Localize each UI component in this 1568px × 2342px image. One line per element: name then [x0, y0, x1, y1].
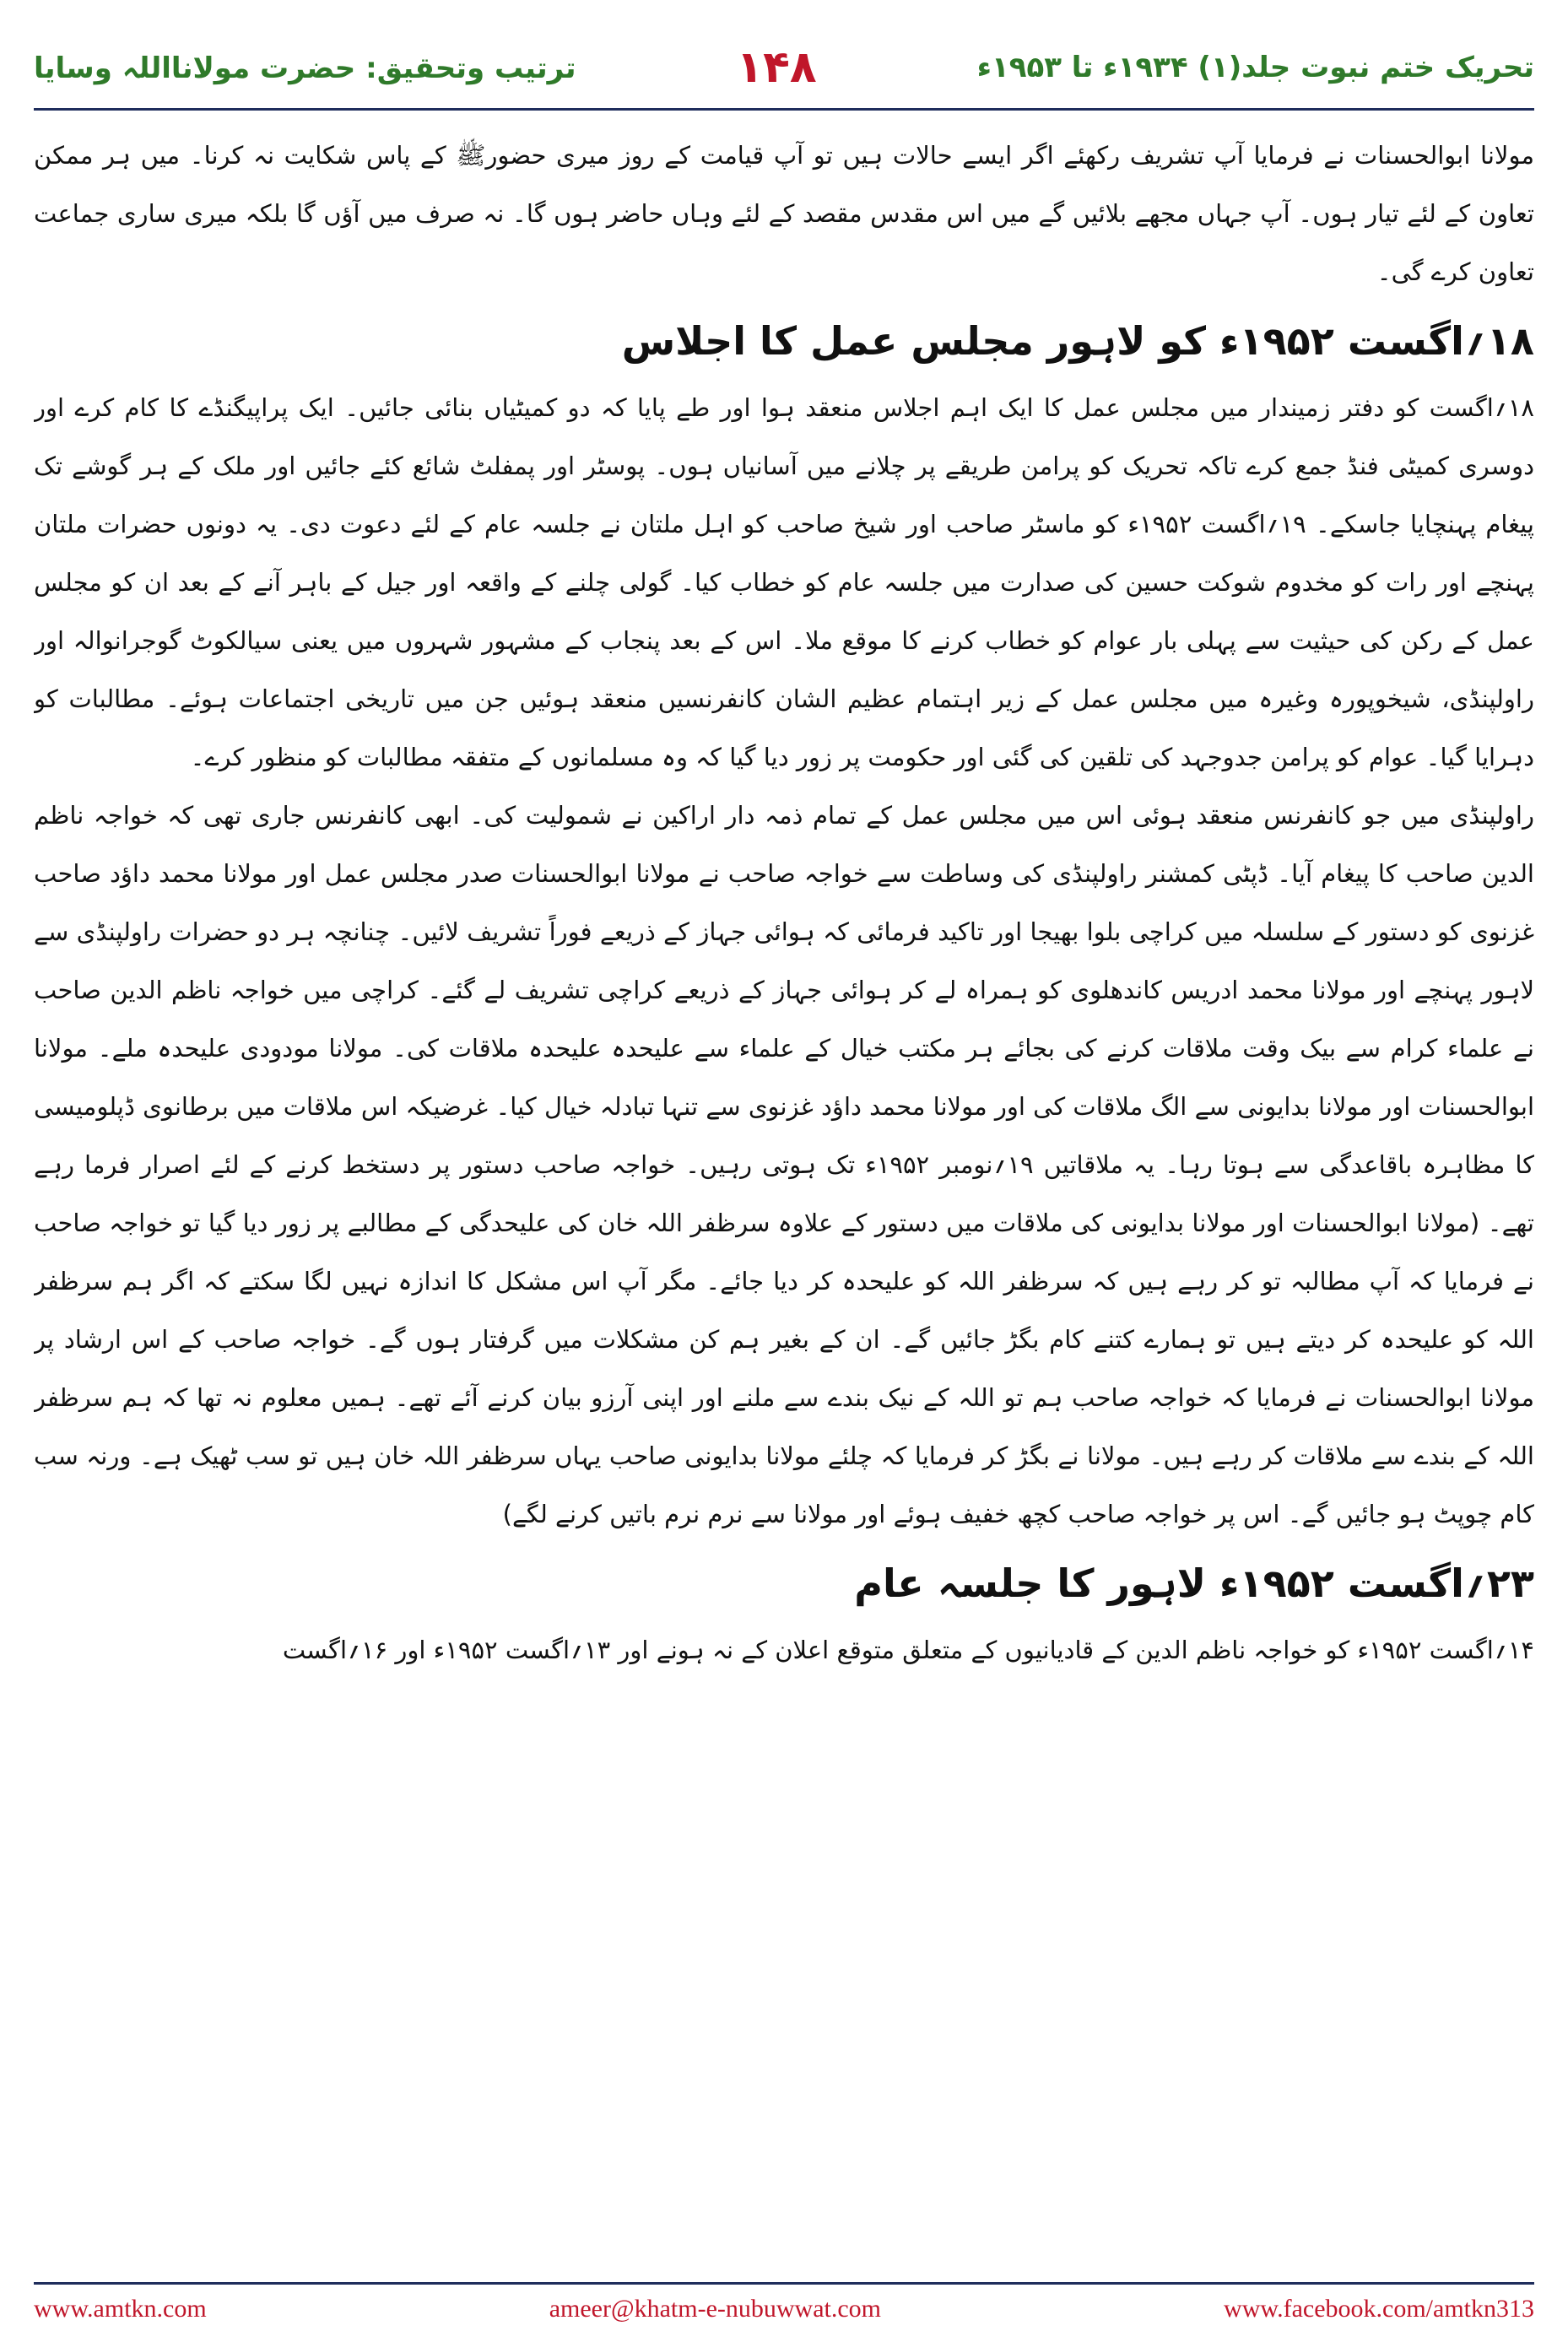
page-footer: [34, 2289, 1534, 2329]
facebook-link[interactable]: www.facebook.com/amtkn313: [1224, 2295, 1534, 2323]
email-link[interactable]: ameer@khatm-e-nubuwwat.com: [549, 2295, 882, 2323]
paragraph-4: ۱۴؍اگست ۱۹۵۲ء کو خواجہ ناظم الدین کے قادیانیوں کے متعلق متوقع اعلان کے نہ ہونے اور ۱۳؍اگست ۱۹۵۲ء اور ۱۶؍اگست: [282, 1636, 1534, 1664]
section-heading-1: ۱۸؍اگست ۱۹۵۲ء کو لاہور مجلس عمل کا اجلاس: [621, 318, 1534, 364]
compiler-credit: ترتیب وتحقیق: حضرت مولانااللہ وسایا: [34, 51, 576, 85]
book-title: تحریک ختم نبوت جلد(۱) ۱۹۳۴ء تا ۱۹۵۳ء: [976, 51, 1534, 84]
paragraph-2: ۱۸؍اگست کو دفتر زمیندار میں مجلس عمل کا ایک اہم اجلاس منعقد ہوا اور طے پایا کہ دو کمیٹیاں بنائی جائیں۔ ایک پراپیگنڈے کا کام کرے اور دوسری کمیٹی فنڈ جمع کرے تاکہ تحریک کو پرامن طریقے پر چلانے میں آسانیاں ہوں۔ پوسٹر اور پمفلٹ شائع کئے جائیں اور ملک کے ہر گوشے تک پیغام پہنچایا جاسکے۔ ۱۹؍اگست ۱۹۵۲ء کو ماسٹر صاحب اور شیخ صاحب کو اہل ملتان نے جلسہ عام کے لئے دعوت دی۔ یہ دونوں حضرات ملتان پہنچے اور رات کو مخدوم شوکت حسین کی صدارت میں جلسہ عام کو خطاب کیا۔ گولی چلنے کے واقعہ اور جیل کے باہر آنے کے بعد ان کو مجلس عمل کے رکن کی حیثیت سے پہلی بار عوام کو خطاب کرنے کا موقع ملا۔ اس کے بعد پنجاب کے مشہور شہروں میں یعنی سیالکوٹ گوجرانوالہ اور راولپنڈی، شیخوپورہ وغیرہ میں مجلس عمل کے زیر اہتمام عظیم الشان کانفرنسیں منعقد ہوئیں جن میں تاریخی اجتماعات ہوئے۔ مطالبات کو دہرایا گیا۔ عوام کو پرامن جدوجہد کی تلقین کی گئی اور حکومت پر زور دیا گیا کہ وہ مسلمانوں کے متفقہ مطالبات کو منظور کرے۔: [34, 393, 1534, 771]
section-heading-2: ۲۳؍اگست ۱۹۵۲ء لاہور کا جلسہ عام: [854, 1560, 1534, 1606]
footer-divider: [34, 2282, 1534, 2285]
page-header: [34, 17, 1534, 118]
page-body: [34, 127, 1534, 2270]
paragraph-1: مولانا ابوالحسنات نے فرمایا آپ تشریف رکھئے اگر ایسے حالات ہیں تو آپ قیامت کے روز میری حضورﷺ کے پاس شکایت نہ کرنا۔ میں ہر ممکن تعاون کے لئے تیار ہوں۔ آپ جہاں مجھے بلائیں گے میں اس مقدس مقصد کے لئے وہاں حاضر ہوں گا۔ نہ صرف میں آؤں گا بلکہ میری ساری جماعت تعاون کرے گی۔: [34, 141, 1534, 286]
paragraph-3: راولپنڈی میں جو کانفرنس منعقد ہوئی اس میں مجلس عمل کے تمام ذمہ دار اراکین نے شمولیت کی۔ ابھی کانفرنس جاری تھی کہ خواجہ ناظم الدین صاحب کا پیغام آیا۔ ڈپٹی کمشنر راولپنڈی کی وساطت سے خواجہ صاحب نے مولانا ابوالحسنات صدر مجلس عمل اور مولانا محمد داؤد صاحب غزنوی کو دستور کے سلسلہ میں کراچی بلوا بھیجا اور تاکید فرمائی کہ ہوائی جہاز کے ذریعے فوراً تشریف لائیں۔ چنانچہ ہر دو حضرات راولپنڈی سے لاہور پہنچے اور مولانا محمد ادریس کاندھلوی کو ہمراہ لے کر ہوائی جہاز کے ذریعے کراچی تشریف لے گئے۔ کراچی میں خواجہ ناظم الدین صاحب نے علماء کرام سے بیک وقت ملاقات کرنے کی بجائے ہر مکتب خیال کے علماء سے علیحدہ علیحدہ ملاقات کی۔ مولانا مودودی علیحدہ ملے۔ مولانا ابوالحسنات اور مولانا بدایونی سے الگ ملاقات کی اور مولانا محمد داؤد غزنوی سے تنہا تبادلہ خیال کیا۔ غرضیکہ اس ملاقات میں برطانوی ڈپلومیسی کا مظاہرہ باقاعدگی سے ہوتا رہا۔ یہ ملاقاتیں ۱۹؍نومبر ۱۹۵۲ء تک ہوتی رہیں۔ خواجہ صاحب دستور پر دستخط کرنے کے لئے اصرار فرما رہے تھے۔ (مولانا ابوالحسنات اور مولانا بدایونی کی ملاقات میں دستور کے علاوہ سرظفر اللہ خان کی علیحدگی کے مطالبے پر زور دیا گیا تو خواجہ صاحب نے فرمایا کہ آپ مطالبہ تو کر رہے ہیں کہ سرظفر اللہ کو علیحدہ کر دیا جائے۔ مگر آپ اس مشکل کا اندازہ نہیں لگا سکتے کہ اگر ہم سرظفر اللہ کو علیحدہ کر دیتے ہیں تو ہمارے کتنے کام بگڑ جائیں گے۔ ان کے بغیر ہم کن مشکلات میں گرفتار ہوں گے۔ خواجہ صاحب کے اس ارشاد پر مولانا ابوالحسنات نے فرمایا کہ خواجہ صاحب ہم تو اللہ کے نیک بندے سے ملنے اور اپنی آرزو بیان کرنے آئے تھے۔ ہمیں معلوم نہ تھا کہ ہم سرظفر اللہ کے بندے سے ملاقات کر رہے ہیں۔ مولانا نے بگڑ کر فرمایا کہ چلئے مولانا بدایونی صاحب یہاں سرظفر اللہ خان ہیں تو سب ٹھیک ہے۔ ورنہ سب کام چوپٹ ہو جائیں گے۔ اس پر خواجہ صاحب کچھ خفیف ہوئے اور مولانا سے نرم نرم باتیں کرنے لگے): [34, 801, 1534, 1528]
header-divider: [34, 108, 1534, 111]
page-number: ۱۴۸: [736, 42, 817, 93]
website-link[interactable]: www.amtkn.com: [34, 2295, 207, 2323]
